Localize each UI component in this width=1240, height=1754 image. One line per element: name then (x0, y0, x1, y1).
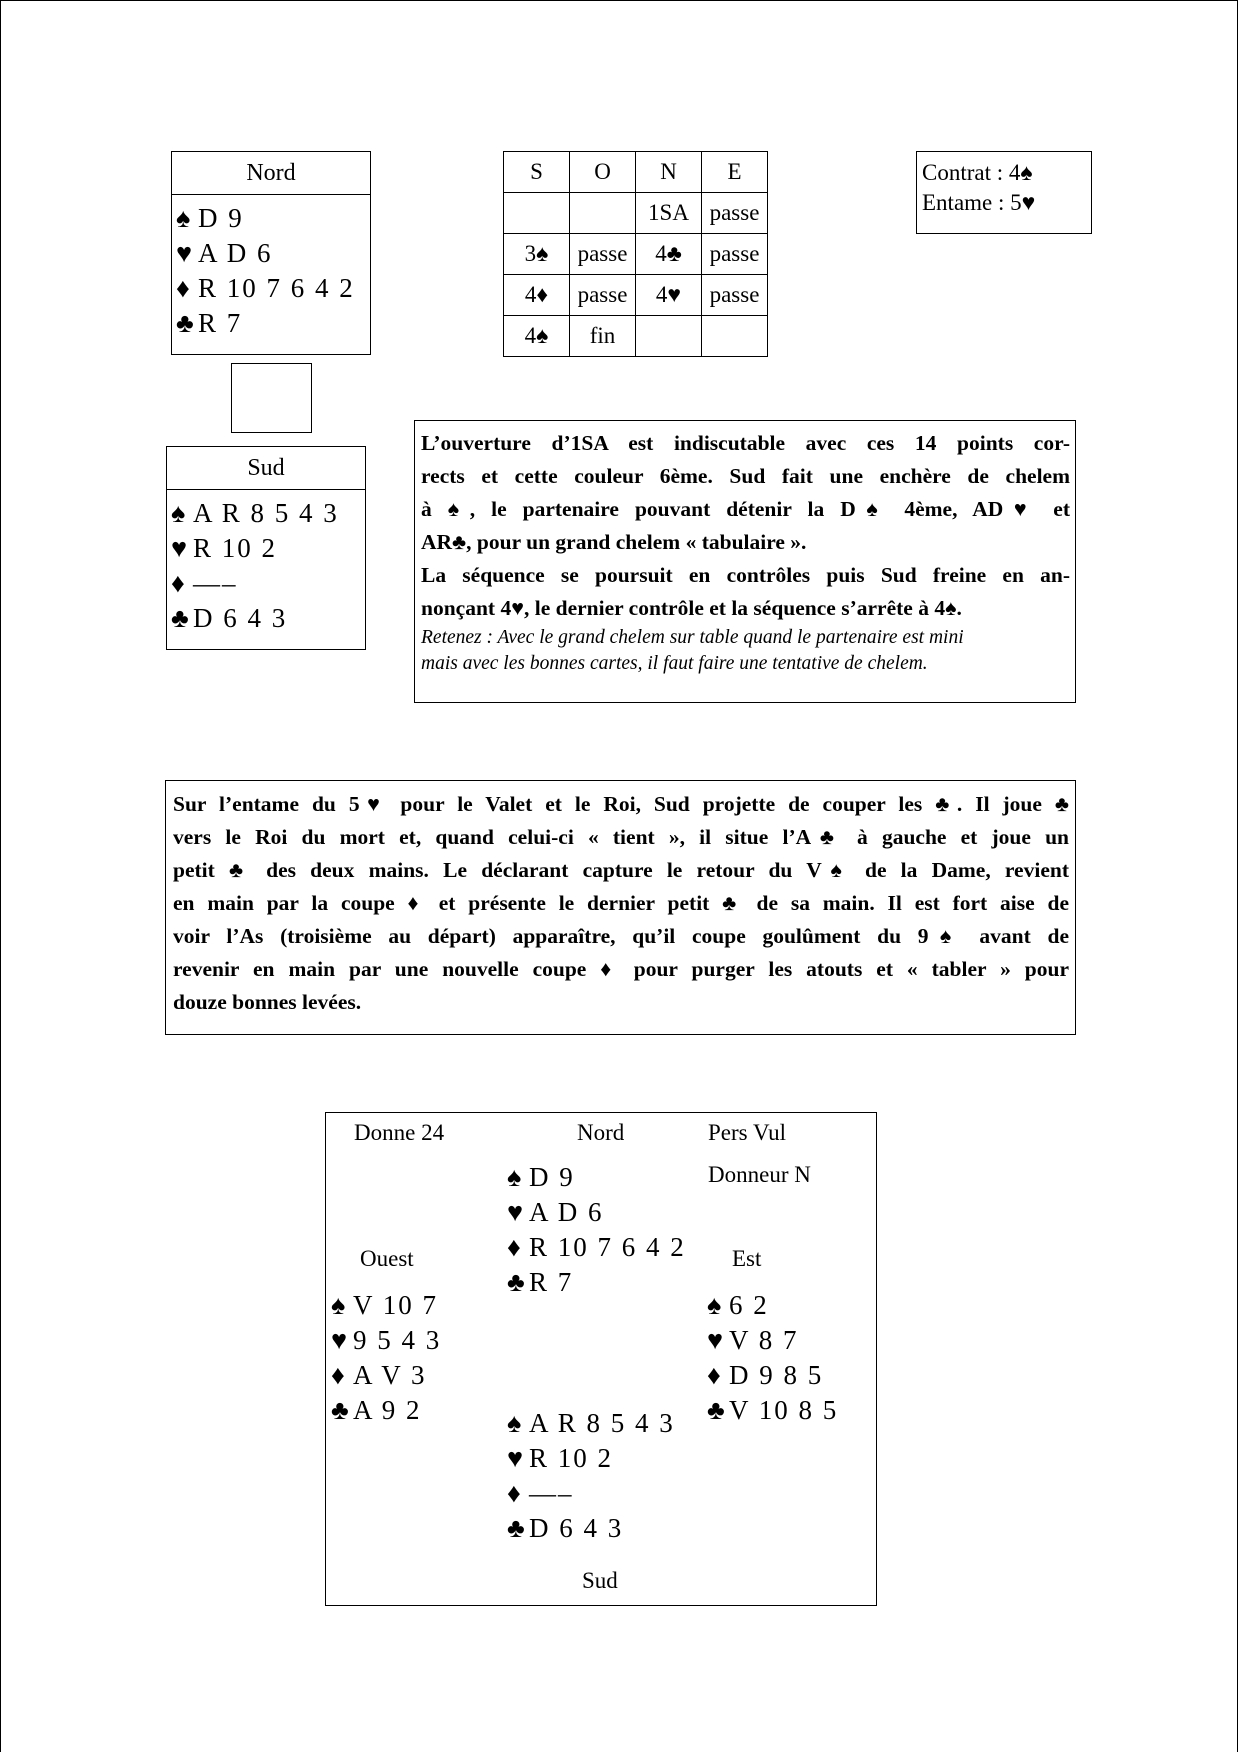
hand-line-hearts (707, 1323, 838, 1358)
club-icon: ♣ (507, 1513, 525, 1543)
bid-cell: 4♠ (504, 316, 570, 357)
hand-line-diamonds (507, 1476, 675, 1511)
bid-cell: passe (570, 275, 636, 316)
cards: R 10 2 (193, 533, 278, 563)
bid-cell (504, 193, 570, 234)
heart-icon: ♥ (507, 1443, 524, 1473)
cards: A D 6 (198, 238, 273, 268)
diamond-icon: ♦ (507, 1232, 521, 1262)
deal-north-hand (507, 1160, 686, 1300)
club-icon: ♣ (176, 308, 194, 338)
hand-line-hearts (507, 1441, 675, 1476)
spade-icon: ♠ (171, 498, 186, 528)
cards: A V 3 (353, 1360, 427, 1390)
bid-header-south: S (504, 152, 570, 193)
hand-line-diamonds (331, 1358, 441, 1393)
bidding-commentary (414, 420, 1076, 703)
heart-icon: ♥ (171, 533, 188, 563)
cards: A 9 2 (353, 1395, 422, 1425)
heart-icon: ♥ (331, 1325, 348, 1355)
bid-cell: 4♥ (636, 275, 702, 316)
deal-east-label: Est (732, 1246, 762, 1271)
heart-icon: ♥ (707, 1325, 724, 1355)
cards: R 10 7 6 4 2 (529, 1232, 686, 1262)
hand-line-spades (507, 1406, 675, 1441)
club-icon: ♣ (171, 603, 189, 633)
bid-cell: passe (570, 234, 636, 275)
cards: A R 8 5 4 3 (529, 1408, 675, 1438)
hand-line-spades (171, 496, 365, 531)
hand-line-spades (176, 201, 370, 236)
hand-line-clubs (507, 1511, 675, 1546)
cards: V 10 7 (353, 1290, 439, 1320)
bid-cell (702, 316, 768, 357)
hand-line-diamonds (707, 1358, 838, 1393)
commentary-line: L’ouverture d’1SA est indiscutable avec ces 14 points cor- (421, 431, 1070, 455)
hand-line-clubs (707, 1393, 838, 1428)
vulnerability: Pers Vul (708, 1120, 787, 1145)
commentary-line: à ♠, le partenaire pouvant détenir la D♠ 4ème, AD♥ et (421, 497, 1070, 521)
hand-line-diamonds (176, 271, 370, 306)
hand-line-spades (331, 1288, 441, 1323)
hand-line-hearts (171, 531, 365, 566)
cards: V 10 8 5 (729, 1395, 839, 1425)
cards: A D 6 (529, 1197, 604, 1227)
cards: D 9 8 5 (729, 1360, 824, 1390)
hand-line-hearts (331, 1323, 441, 1358)
cards: R 7 (198, 308, 243, 338)
south-hand-box (166, 446, 366, 650)
diamond-icon: ♦ (176, 273, 190, 303)
hand-line-spades (507, 1160, 686, 1195)
retenez-note (421, 625, 1070, 677)
bid-header-north: N (636, 152, 702, 193)
retenez-line: mais avec les bonnes cartes, il faut faire une tentative de chelem. (421, 653, 928, 674)
club-icon: ♣ (507, 1267, 525, 1297)
north-hand-title: Nord (172, 152, 370, 195)
bid-cell: passe (702, 275, 768, 316)
deal-east-hand (707, 1288, 838, 1428)
deal-south-hand (507, 1406, 675, 1546)
play-line: douze bonnes levées. (173, 990, 362, 1014)
heart-icon: ♥ (507, 1197, 524, 1227)
hand-line-clubs (171, 601, 365, 636)
play-line: voir l’As (troisième au départ) apparaître, qu’il coupe goulûment du 9♠ avant de (173, 924, 1069, 948)
spade-icon: ♠ (176, 203, 191, 233)
bid-cell: passe (702, 193, 768, 234)
cards: 9 5 4 3 (353, 1325, 442, 1355)
cards: D 9 (529, 1162, 575, 1192)
commentary-line: La séquence se poursuit en contrôles puis Sud freine en an- (421, 563, 1070, 587)
play-line: en main par la coupe ♦ et présente le dernier petit ♣ de sa main. Il est fort aise de (173, 891, 1069, 915)
hand-line-hearts (507, 1195, 686, 1230)
spade-icon: ♠ (507, 1408, 522, 1438)
play-line: revenir en main par une nouvelle coupe ♦ pour purger les atouts et « tabler » pour (173, 957, 1069, 981)
cards: R 7 (529, 1267, 574, 1297)
play-description (165, 780, 1076, 1035)
commentary-line: AR♣, pour un grand chelem « tabulaire ». (421, 530, 807, 554)
bidding-row (504, 193, 768, 234)
bid-header-east: E (702, 152, 768, 193)
bidding-row (504, 275, 768, 316)
retenez-line: Retenez : Avec le grand chelem sur table quand le partenaire est mini (421, 627, 964, 648)
bid-cell: fin (570, 316, 636, 357)
club-icon: ♣ (707, 1395, 725, 1425)
bid-header-west: O (570, 152, 636, 193)
play-line: Sur l’entame du 5♥ pour le Valet et le Roi, Sud projette de couper les ♣. Il joue ♣ (173, 792, 1069, 816)
contract-line: Contrat : 4♠ (922, 160, 1033, 185)
bidding-header-row (504, 152, 768, 193)
hand-line-diamonds (171, 566, 365, 601)
hand-line-clubs (176, 306, 370, 341)
diamond-icon: ♦ (507, 1478, 521, 1508)
diamond-icon: ♦ (707, 1360, 721, 1390)
dealer: Donneur N (708, 1162, 811, 1187)
play-line: vers le Roi du mort et, quand celui-ci « tient », il situe l’A♣ à gauche et joue un (173, 825, 1069, 849)
diamond-icon: ♦ (171, 568, 185, 598)
hand-line-diamonds (507, 1230, 686, 1265)
cards: D 6 4 3 (193, 603, 288, 633)
cards: A R 8 5 4 3 (193, 498, 339, 528)
table-square (231, 363, 312, 433)
commentary-line: rects et cette couleur 6ème. Sud fait une enchère de chelem (421, 464, 1070, 488)
club-icon: ♣ (331, 1395, 349, 1425)
hand-line-hearts (176, 236, 370, 271)
bid-cell: 4♦ (504, 275, 570, 316)
north-hand-box (171, 151, 371, 355)
diamond-icon: ♦ (331, 1360, 345, 1390)
lead-line: Entame : 5♥ (922, 190, 1036, 215)
play-line: petit ♣ des deux mains. Le déclarant capture le retour du V♠ de la Dame, revient (173, 858, 1069, 882)
spade-icon: ♠ (331, 1290, 346, 1320)
deal-diagram (325, 1112, 877, 1606)
cards: 6 2 (729, 1290, 769, 1320)
bid-cell: 4♣ (636, 234, 702, 275)
cards: R 10 2 (529, 1443, 614, 1473)
bidding-row (504, 234, 768, 275)
bidding-row (504, 316, 768, 357)
deal-north-label: Nord (577, 1120, 625, 1145)
cards: —– (529, 1478, 574, 1508)
bidding-table (503, 151, 768, 357)
south-hand-title: Sud (167, 447, 365, 490)
deal-west-hand (331, 1288, 441, 1428)
cards: D 6 4 3 (529, 1513, 624, 1543)
hand-line-clubs (331, 1393, 441, 1428)
bid-cell (636, 316, 702, 357)
deal-south-label: Sud (582, 1568, 618, 1593)
spade-icon: ♠ (507, 1162, 522, 1192)
bid-cell (570, 193, 636, 234)
cards: V 8 7 (729, 1325, 799, 1355)
cards: D 9 (198, 203, 244, 233)
bid-cell: 1SA (636, 193, 702, 234)
bid-cell: 3♠ (504, 234, 570, 275)
bid-cell: passe (702, 234, 768, 275)
heart-icon: ♥ (176, 238, 193, 268)
hand-line-clubs (507, 1265, 686, 1300)
commentary-line: nonçant 4♥, le dernier contrôle et la séquence s’arrête à 4♠. (421, 596, 962, 620)
cards: —– (193, 568, 238, 598)
spade-icon: ♠ (707, 1290, 722, 1320)
board-number: Donne 24 (354, 1120, 445, 1145)
hand-line-spades (707, 1288, 838, 1323)
deal-west-label: Ouest (360, 1246, 414, 1271)
cards: R 10 7 6 4 2 (198, 273, 355, 303)
contract-box (916, 151, 1092, 234)
